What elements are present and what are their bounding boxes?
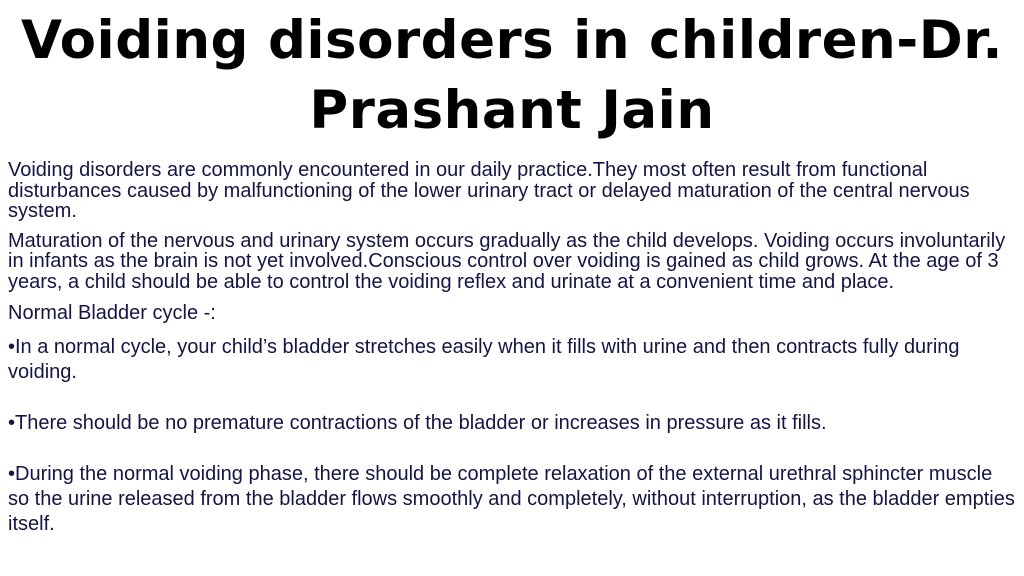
maturation-paragraph: Maturation of the nervous and urinary system occurs gradually as the child develops. Voiding occurs involuntarily in infants as the brain is not yet involved.Conscious control over voiding is gained as child grows. At the age of 3 years, a child should be able to control the voiding reflex and urinate at a convenient time and place. xyxy=(8,229,1006,293)
section-subheading: Normal Bladder cycle -: xyxy=(8,302,216,324)
slide-body xyxy=(8,160,1016,537)
bullet-list xyxy=(8,335,1016,537)
page-title: Voiding disorders in children-Dr. Prashant Jain xyxy=(21,10,1003,141)
intro-paragraph: Voiding disorders are commonly encountered in our daily practice.They most often result from functional disturbances caused by malfunctioning of the lower urinary tract or delayed maturation of the central nervous system. xyxy=(8,159,970,222)
bullet-item: •During the normal voiding phase, there should be complete relaxation of the external urethral sphincter muscle so the urine released from the bladder flows smoothly and completely, without interruption, as the bladder empties itself. xyxy=(8,463,1015,535)
bullet-item: •There should be no premature contractions of the bladder or increases in pressure as it fills. xyxy=(8,412,827,434)
bullet-item: •In a normal cycle, your child’s bladder stretches easily when it fills with urine and then contracts fully during voiding. xyxy=(8,336,960,383)
